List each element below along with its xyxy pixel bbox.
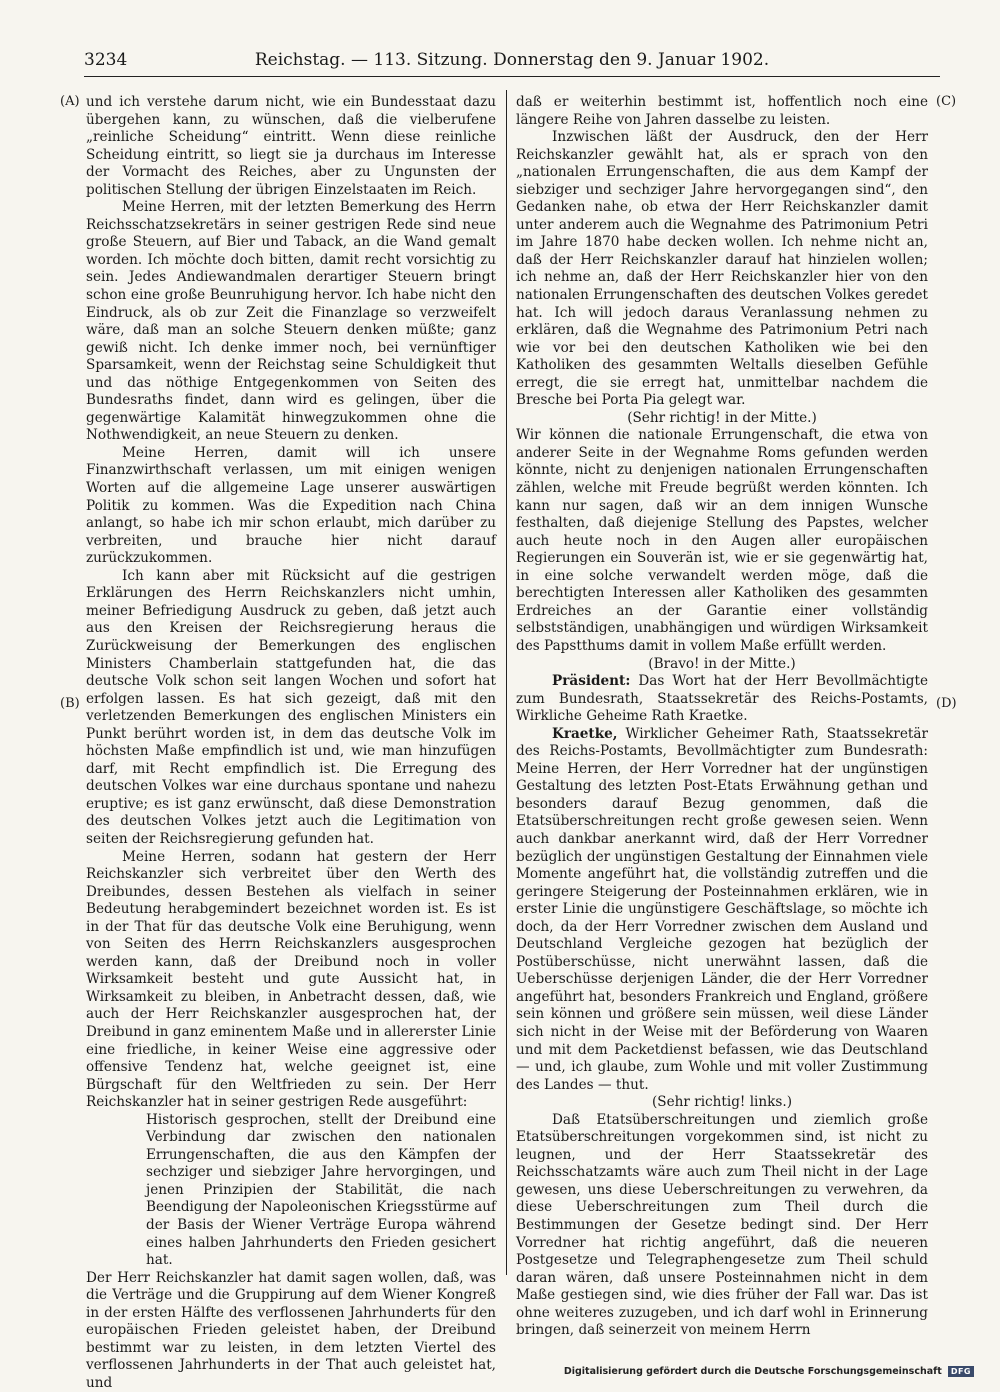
- block-quote: Historisch gesprochen, stellt der Dreibund eine Verbindung dar zwischen den nationalen Errungenschaften, die aus den Kämpfen der sechziger und siebziger Jahre hervorgingen, und jenen Prinzipien der Stabilität, die nach Beendigung der Napoleonischen Kriegsstürme auf der Basis der Wiener Verträge Europa während eines halben Jahrhunderts den Frieden gesichert hat.: [146, 1111, 496, 1269]
- page-header: [84, 48, 940, 72]
- footer-text: Digitalisierung gefördert durch die Deutsche Forschungsgemeinschaft: [563, 1366, 942, 1377]
- statement-text: Wirklicher Geheimer Rath, Staatssekretär des Reichs-Postamts, Bevollmächtigter zum Bundesrath: Meine Herren, der Herr Vorredner hat der ungünstigen Gestaltung des letzten Post-Etats Erwähnung gethan und besonders darauf Bezug genommen, daß die Etatsüberschreitungen recht große gewesen seien. Wenn auch dankbar anerkannt wird, daß der Herr Vorredner bezüglich der ungünstigen Gestaltung der Einnahmen viele Momente angeführt hat, die vollständig zutreffen und die geringere Steigerung der Posteinnahmen erklären, wie in erster Linie die ungünstigere Geschäftslage, so möchte ich doch, da der Herr Vorredner zwischen dem Ausland und Deutschland Vergleiche gezogen hat bezüglich der Postüberschüsse, nicht unerwähnt lassen, daß die Ueberschüsse derjenigen Länder, die der Herr Vorredner angeführt hat, besonders Frankreich und England, größere sein können und größere sein müssen, weil diese Länder sich nicht in der Weise mit der Beförderung von Waaren und mit dem Packetdienst befassen, wie das Deutschland — und, ich glaube, zum Wohle und mit voller Zustimmung des Landes — thut.: [516, 725, 928, 1093]
- margin-mark-d: (D): [936, 696, 957, 711]
- paragraph: Meine Herren, sodann hat gestern der Herr Reichskanzler sich verbreitet über den Werth des Dreibundes, dessen Bestehen als vielfach in seiner Bedeutung herabgemindert bezeichnet worden ist. Es ist in der That für das deutsche Volk eine Beruhigung, wenn von Seiten des Herrn Reichskanzlers ausgesprochen werden kann, daß der Dreibund noch in voller Wirksamkeit besteht und gute Aussicht hat, in Wirksamkeit zu bleiben, in Anbetracht dessen, daß, wie auch der Herr Reichskanzler ausgesprochen hat, der Dreibund in ganz eminentem Maße und in allererster Linie eine friedliche, in keiner Weise eine aggressive oder offensive Tendenz hat, welche geeignet ist, eine Bürgschaft für den Weltfrieden zu sein. Der Herr Reichskanzler hat in seiner gestrigen Rede ausgeführt:: [86, 848, 496, 1111]
- paragraph: Meine Herren, damit will ich unsere Finanzwirthschaft verlassen, um mit einigen wenigen Worten auf die allgemeine Lage unserer auswärtigen Politik zu kommen. Was die Expedition nach China anlangt, so habe ich mir schon erlaubt, mich darüber zu verbreiten, und brauche hier nicht darauf zurückzukommen.: [86, 444, 496, 567]
- footer-credit: [564, 1366, 974, 1377]
- page-number: 3234: [84, 50, 128, 70]
- speaker-label: Präsident:: [552, 673, 631, 690]
- column-divider: [506, 90, 507, 1275]
- margin-mark-b: (B): [60, 696, 80, 711]
- president-statement: [516, 673, 928, 726]
- paragraph: Meine Herren, mit der letzten Bemerkung des Herrn Reichsschatzsekretärs in seiner gestrigen Rede sind neue große Steuern, auf Bier und Taback, an die Wand gemalt worden. Ich möchte doch bitten, damit recht vorsichtig zu sein. Jedes Andiewandmalen derartiger Steuern bringt schon eine große Beunruhigung hervor. Ich habe nicht den Eindruck, als ob zur Zeit die Finanzlage so verzweifelt wäre, daß man an solche Steuern denken müßte; ganz gewiß nicht. Ich denke immer noch, bei vernünftiger Sparsamkeit, wenn der Reichstag seine Schuldigkeit thut und das nöthige Entgegenkommen von Seiten des Bundesraths findet, dann wird es gelingen, über die gegenwärtige Kalamität hinwegzukommen ohne die Nothwendigkeit, an neue Steuern zu denken.: [86, 199, 496, 444]
- interjection: (Sehr richtig! links.): [651, 1094, 793, 1111]
- margin-mark-a: (A): [60, 94, 80, 109]
- paragraph: Ich kann aber mit Rücksicht auf die gestrigen Erklärungen des Herrn Reichskanzlers nicht umhin, meiner Befriedigung Ausdruck zu geben, daß jetzt auch aus den Kreisen der Reichsregierung heraus die Zurückweisung der Bemerkungen des englischen Ministers Chamberlain stattgefunden hat, die das deutsche Volk schon seit langen Wochen und sofort hat erfolgen lassen. Es hat sich gezeigt, daß mit den verletzenden Bemerkungen des englischen Ministers ein Punkt berührt worden ist, in dem das deutsche Volk im höchsten Maße empfindlich ist und, wie man hinzufügen darf, mit Recht empfindlich ist. Die Erregung des deutschen Volkes war eine durchaus spontane und nahezu eruptive; es ist ganz erwünscht, daß diese Demonstration des deutschen Volkes jetzt auch die Legitimation von seiten der Reichsregierung gefunden hat.: [86, 567, 496, 847]
- speaker-statement: [516, 726, 928, 1094]
- paragraph: Der Herr Reichskanzler hat damit sagen wollen, daß, was die Verträge und die Gruppirung auf dem Wiener Kongreß in der ersten Hälfte des verflossenen Jahrhunderts für den europäischen Frieden geleistet haben, der Dreibund bestimmt war zu leisten, in dem letzten Viertel des verflossenen Jahrhunderts in der That auch geleistet hat, und: [86, 1269, 496, 1391]
- interjection: (Bravo! in der Mitte.): [648, 655, 796, 672]
- header-rule: [84, 76, 940, 77]
- paragraph: und ich verstehe darum nicht, wie ein Bundesstaat dazu übergehen kann, zu wünschen, daß die vielberufene „reinliche Scheidung“ eintritt. Wenn diese reinliche Scheidung eintritt, so liegt sie ja durchaus im Interesse der Vormacht des Reiches, aber zu Ungunsten der politischen Stellung der übrigen Einzelstaaten im Reich.: [86, 94, 496, 198]
- paragraph: Inzwischen läßt der Ausdruck, den der Herr Reichskanzler gewählt hat, als er sprach von den „nationalen Errungenschaften, die aus dem Kampf der siebziger und sechziger Jahre hervorgegangen sind“, den Gedanken nahe, ob etwa der Herr Reichskanzler damit unter anderem auch die Wegnahme des Patrimonium Petri im Jahre 1870 habe decken wollen. Ich nehme nicht an, daß der Herr Reichskanzler darauf hat hinzielen wollen; ich nehme an, daß der Herr Reichskanzler hier von den nationalen Errungenschaften des deutschen Volkes geredet hat. Ich will jedoch daraus Veranlassung nehmen zu erklären, daß die Wegnahme des Patrimonium Petri nach wie vor bei den deutschen Katholiken wie bei den Katholiken des gesammten Weltalls dieselben Gefühle erregt, die sie erregt hat, unmittelbar nachdem die Bresche bei Porta Pia gelegt war.: [516, 129, 928, 409]
- left-column: [86, 94, 496, 1391]
- interjection: (Sehr richtig! in der Mitte.): [627, 409, 817, 426]
- statement-text: Das Wort hat der Herr Bevollmächtigte zum Bundesrath, Staatssekretär des Reichs-Postamts, Wirkliche Geheime Rath Kraetke.: [516, 673, 929, 725]
- paragraph: daß er weiterhin bestimmt ist, hoffentlich noch eine längere Reihe von Jahren dasselbe zu leisten.: [516, 94, 928, 128]
- paragraph: Daß Etatsüberschreitungen und ziemlich große Etatsüberschreitungen vorgekommen sind, ist nicht zu leugnen, und der Herr Staatssekretär des Reichsschatzamts wäre auch zum Theil nicht in der Lage gewesen, uns diese Ueberschreitungen zu verwehren, da diese Ueberschreitungen zum Theil durch die Bestimmungen der Gesetze bedingt sind. Der Herr Vorredner hat richtig angeführt, daß die neueren Postgesetze und Telegraphengesetze zum Theil schuld daran wären, daß unsere Posteinnahmen nicht in dem Maße gestiegen sind, wie dies früher der Fall war. Das ist ohne weiteres zuzugeben, und ich darf wohl in Erinnerung bringen, daß seinerzeit von meinem Herrn: [516, 1111, 928, 1339]
- speaker-label: Kraetke,: [552, 725, 618, 742]
- margin-mark-c: (C): [936, 94, 957, 109]
- page-title: Reichstag. — 113. Sitzung. Donnerstag den 9. Januar 1902.: [254, 50, 770, 70]
- paragraph: Wir können die nationale Errungenschaft, die etwa von anderer Seite in der Wegnahme Roms gefunden werden könnte, nicht zu denjenigen nationalen Errungenschaften zählen, welche mit Freude begrüßt werden könnten. Ich kann nur sagen, daß wir an dem innigen Wunsche festhalten, daß diejenige Stellung des Papstes, welcher auch heute noch in den Augen aller europäischen Regierungen ein Souverän ist, wie er sie gegenwärtig hat, in eine solche verwandelt werden möge, daß die berechtigten Interessen aller Katholiken des gesammten Erdreiches an der Garantie einer vollständig selbstständigen, unabhängigen und würdigen Wirksamkeit des Papstthums damit in vollem Maße erfüllt werden.: [516, 427, 928, 654]
- right-column: [516, 94, 929, 1339]
- dfg-logo: DFG: [948, 1366, 974, 1377]
